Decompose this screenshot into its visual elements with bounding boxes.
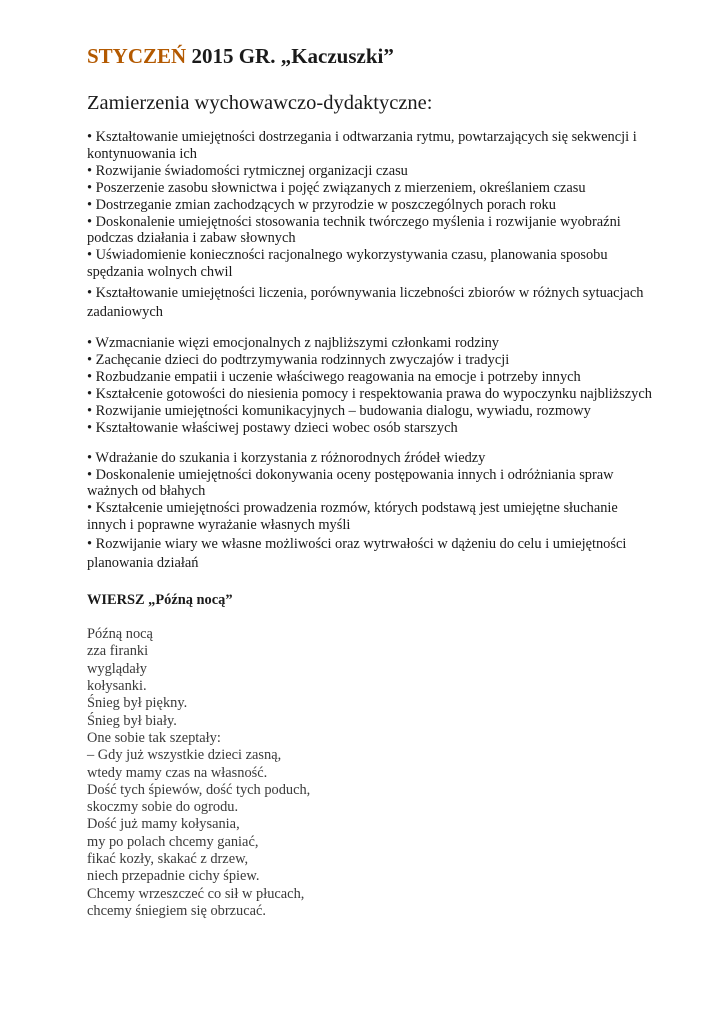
poem-line: Śnieg był piękny.	[87, 695, 188, 712]
poem-line: wyglądały	[87, 660, 147, 677]
goal-item: • Kształcenie umiejętności prowadzenia rozmów, których podstawą jest umiejętne słuchanie innych i poprawne wyrażanie własnych myśli	[87, 500, 618, 534]
poem-line: Późną nocą	[87, 626, 153, 643]
bullet: •	[87, 368, 93, 385]
bullet: •	[87, 129, 93, 145]
poem-title: WIERSZ „Późną nocą”	[87, 592, 233, 609]
poem-line: wtedy mamy czas na własność.	[87, 764, 268, 781]
goal-item: • Rozbudzanie empatii i uczenie właściwego reagowania na emocje i potrzeby innych	[87, 368, 581, 385]
goals-list-3	[87, 450, 655, 574]
goal-item: • Wzmacnianie więzi emocjonalnych z najbliższymi członkami rodziny	[87, 335, 499, 352]
goals-heading: Zamierzenia wychowawczo-dydaktyczne:	[87, 92, 433, 114]
poem-line: One sobie tak szeptały:	[87, 729, 221, 746]
bullet: •	[87, 179, 93, 196]
poem-line: skoczmy sobie do ogrodu.	[87, 799, 239, 816]
group-title: 2015 GR. „Kaczuszki”	[186, 44, 394, 68]
poem-line: chcemy śniegiem się obrzucać.	[87, 902, 267, 919]
goal-item: • Doskonalenie umiejętności dokonywania oceny postępowania innych i odróżniania spraw ważnych od błahych	[87, 466, 614, 500]
goal-item: • Kształtowanie umiejętności liczenia, porównywania liczebności zbiorów w różnych sytuacjach zadaniowych	[87, 285, 644, 321]
bullet: •	[87, 419, 93, 436]
bullet: •	[87, 500, 93, 517]
bullet: •	[87, 536, 93, 553]
bullet: •	[87, 402, 93, 419]
poem-line: Dość tych śpiewów, dość tych poduch,	[87, 781, 311, 798]
poem-line: fikać kozły, skakać z drzew,	[87, 850, 249, 867]
bullet: •	[87, 449, 93, 466]
poem-line: Dość już mamy kołysania,	[87, 816, 240, 833]
bullet: •	[87, 247, 93, 264]
poem-text	[87, 626, 655, 920]
goals-list-2	[87, 335, 655, 436]
goal-item: • Rozwijanie wiary we własne możliwości oraz wytrwałości w dążeniu do celu i umiejętności planowania działań	[87, 536, 627, 572]
page-title	[87, 44, 655, 68]
bullet: •	[87, 213, 93, 230]
goal-item: • Rozwijanie umiejętności komunikacyjnych – budowania dialogu, wywiadu, rozmowy	[87, 402, 591, 419]
poem-line: my po polach chcemy ganiać,	[87, 833, 259, 850]
bullet: •	[87, 385, 93, 402]
goal-item: • Rozwijanie świadomości rytmicznej organizacji czasu	[87, 162, 408, 179]
poem-line: kołysanki.	[87, 678, 147, 695]
poem-line: zza firanki	[87, 643, 149, 660]
goal-item: • Wdrażanie do szukania i korzystania z różnorodnych źródeł wiedzy	[87, 449, 486, 466]
bullet: •	[87, 335, 93, 352]
poem-line: Chcemy wrzeszczeć co sił w płucach,	[87, 885, 305, 902]
bullet: •	[87, 352, 93, 369]
goal-item: • Kształtowanie właściwej postawy dzieci wobec osób starszych	[87, 419, 458, 436]
poem-line: niech przepadnie cichy śpiew.	[87, 868, 260, 885]
poem-line: – Gdy już wszystkie dzieci zasną,	[87, 747, 282, 764]
bullet: •	[87, 196, 93, 213]
bullet: •	[87, 285, 93, 302]
goal-item: • Dostrzeganie zmian zachodzących w przyrodzie w poszczególnych porach roku	[87, 196, 556, 213]
goal-item: • Kształtowanie umiejętności dostrzegania i odtwarzania rytmu, powtarzających się sekwencji i kontynuowania ich	[87, 129, 637, 162]
bullet: •	[87, 162, 93, 179]
goal-item: • Uświadomienie konieczności racjonalnego wykorzystywania czasu, planowania sposobu spędzania wolnych chwil	[87, 247, 608, 281]
bullet: •	[87, 466, 93, 483]
poem-line: Śnieg był biały.	[87, 712, 177, 729]
month-title: STYCZEŃ	[87, 44, 187, 68]
goal-item: • Doskonalenie umiejętności stosowania technik twórczego myślenia i rozwijanie wyobraźni podczas działania i zabaw słownych	[87, 213, 621, 247]
goal-item: • Kształcenie gotowości do niesienia pomocy i respektowania prawa do wypoczynku najbliższych	[87, 385, 652, 402]
goal-item: • Poszerzenie zasobu słownictwa i pojęć związanych z mierzeniem, określaniem czasu	[87, 179, 586, 196]
goals-list-1	[87, 129, 655, 322]
goal-item: • Zachęcanie dzieci do podtrzymywania rodzinnych zwyczajów i tradycji	[87, 352, 510, 369]
